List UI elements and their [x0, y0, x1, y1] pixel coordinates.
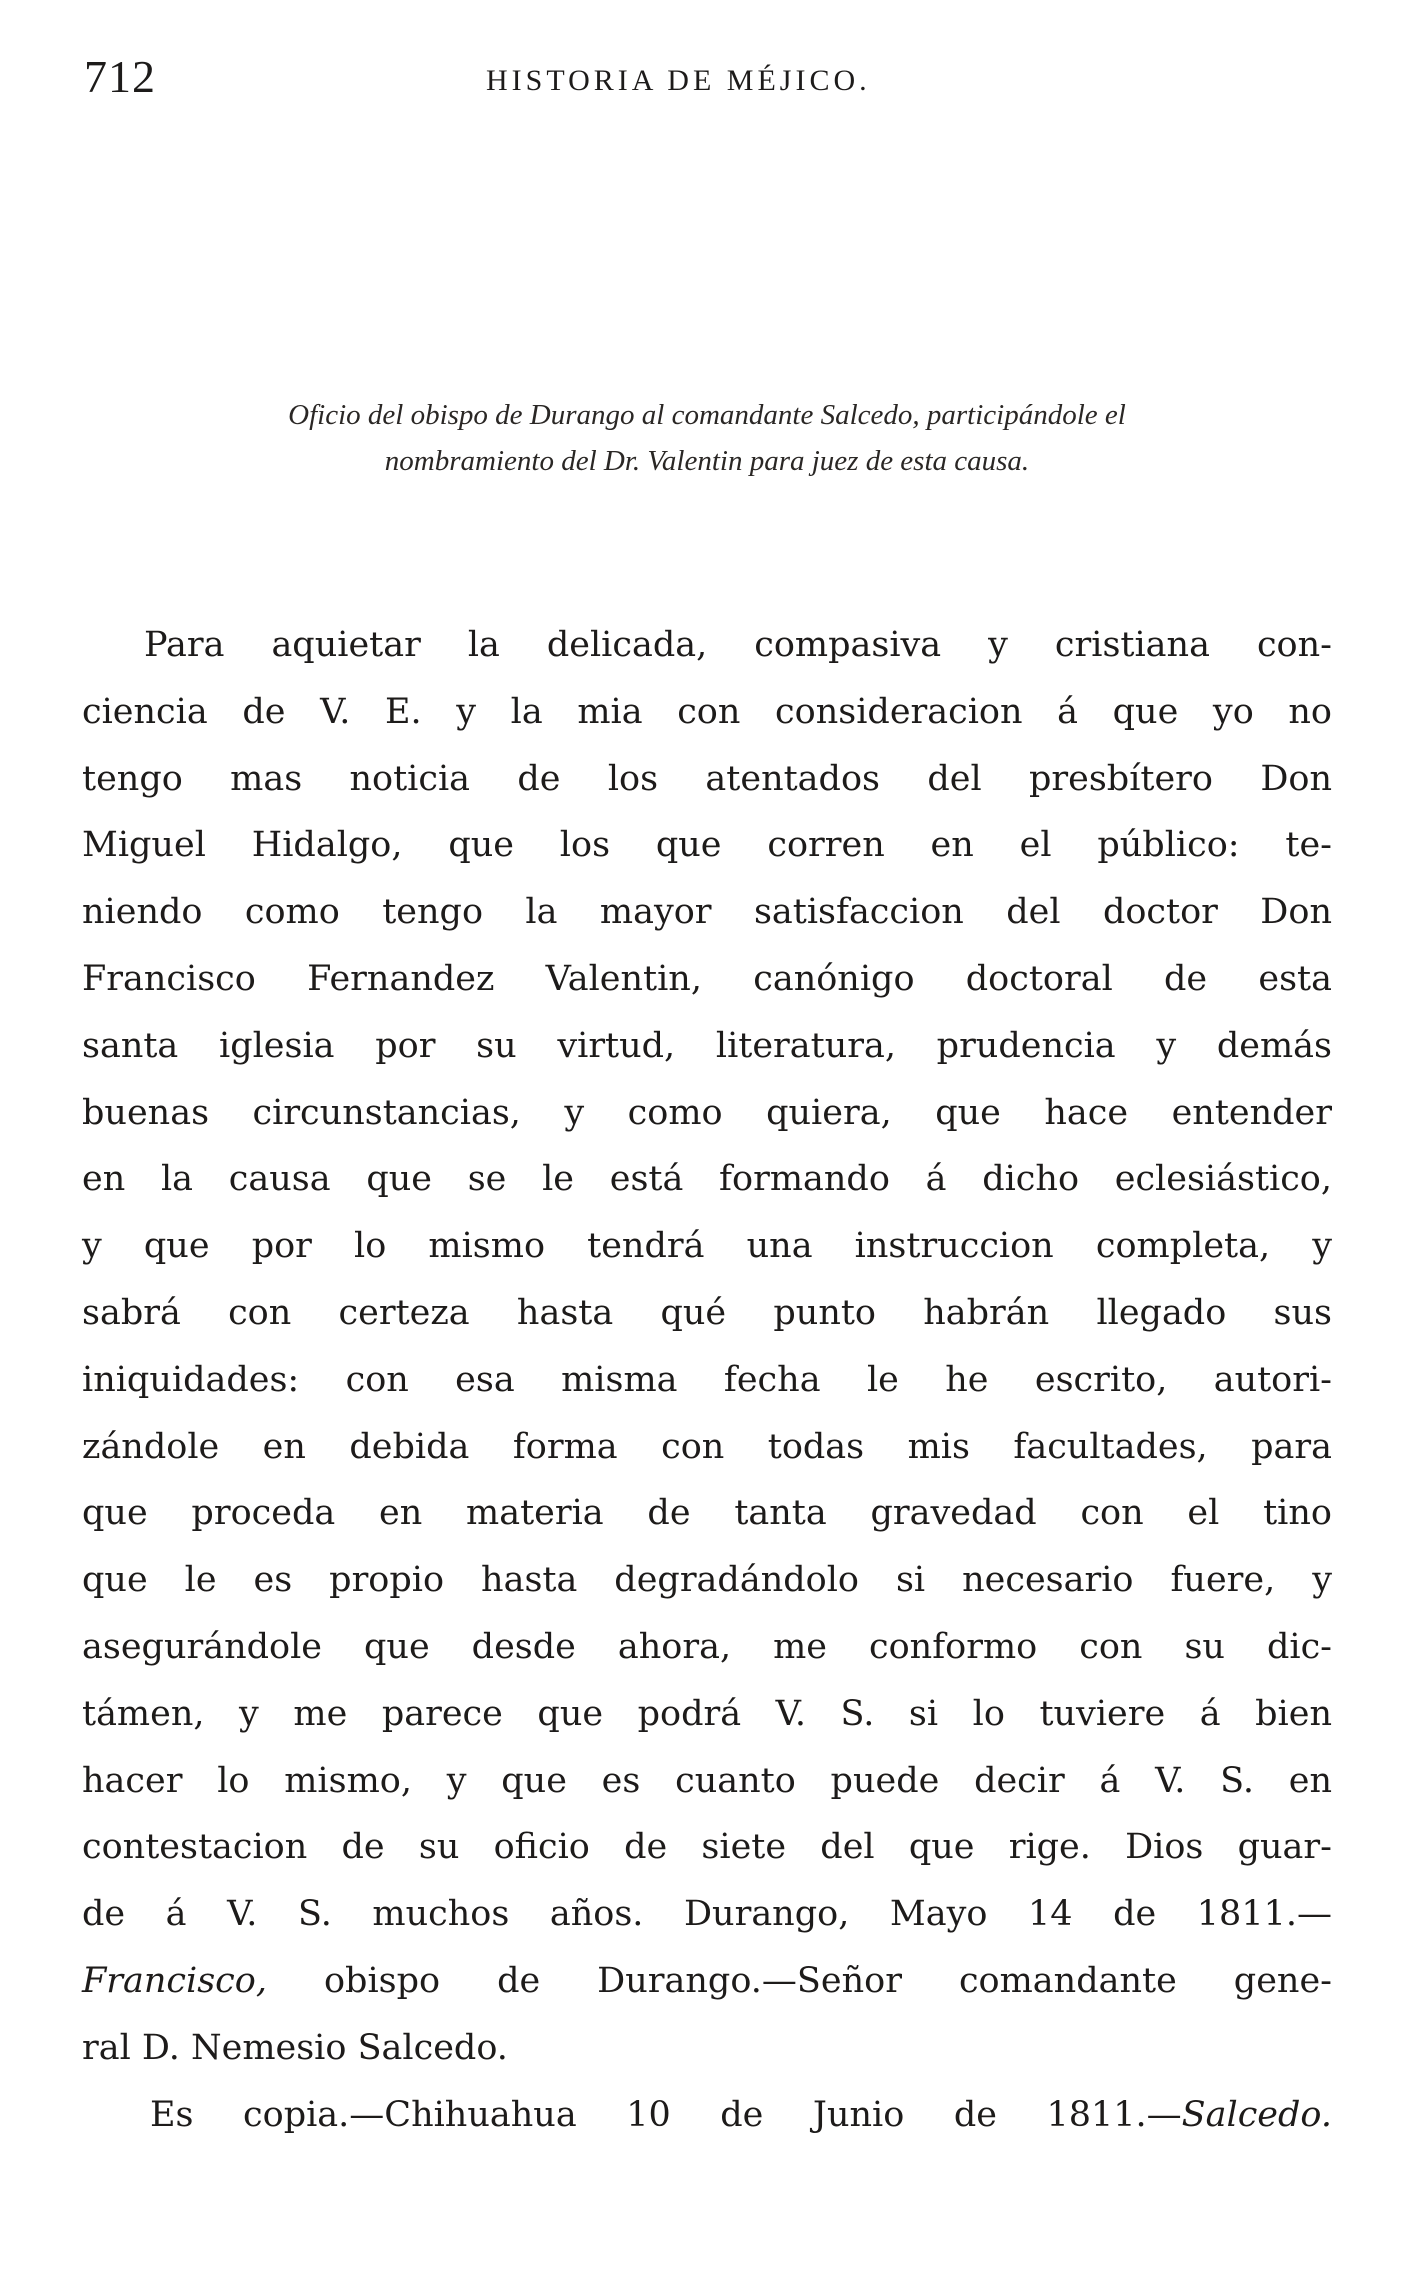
body-line: hacer lo mismo, y que es cuanto puede decir á V. S. en: [82, 1760, 1332, 1801]
page-number: 712: [84, 51, 156, 102]
recipient-line: ral D. Nemesio Salcedo.: [82, 2027, 508, 2068]
body-line: contestacion de su oficio de siete del que rige. Dios guar-: [82, 1827, 1332, 1868]
body-line: sabrá con certeza hasta qué punto habrán llegado sus: [82, 1292, 1332, 1333]
body-line: Miguel Hidalgo, que los que corren en el público: te-: [82, 825, 1332, 866]
closing-text: Es copia.—Chihuahua 10 de Junio de 1811.—: [150, 2094, 1182, 2135]
body-line: iniquidades: con esa misma fecha le he escrito, autori-: [82, 1359, 1332, 1400]
body-line: támen, y me parece que podrá V. S. si lo tuviere á bien: [82, 1693, 1332, 1734]
body-line: tengo mas noticia de los atentados del presbítero Don: [82, 758, 1332, 799]
signer-name: Francisco,: [82, 1960, 267, 2001]
body-line: de á V. S. muchos años. Durango, Mayo 14 de 1811.—: [82, 1894, 1332, 1935]
running-head: [84, 50, 1324, 110]
body-line: niendo como tengo la mayor satisfaccion del doctor Don: [82, 892, 1332, 933]
body-line: zándole en debida forma con todas mis facultades, para: [82, 1426, 1332, 1467]
body-line: Francisco Fernandez Valentin, canónigo doctoral de esta: [82, 958, 1332, 999]
closing-line: [82, 2082, 1332, 2149]
signature-rest: obispo de Durango.—Señor comandante gene-: [266, 1960, 1332, 2001]
closing-signer: Salcedo.: [1181, 2094, 1332, 2135]
body-line: que le es propio hasta degradándolo si necesario fuere, y: [82, 1560, 1332, 1601]
caption-line-2: nombramiento del Dr. Valentin para juez de esta causa.: [384, 445, 1030, 477]
body-line: Para aquietar la delicada, compasiva y cristiana con-: [144, 625, 1332, 665]
body-line: en la causa que se le está formando á dicho eclesiástico,: [82, 1159, 1332, 1200]
body-line: santa iglesia por su virtud, literatura, prudencia y demás: [82, 1025, 1332, 1066]
caption-line-1: Oficio del obispo de Durango al comandante Salcedo, participándole el: [288, 399, 1126, 431]
body-line: ciencia de V. E. y la mia con consideracion á que yo no: [82, 691, 1332, 732]
body-line: asegurándole que desde ahora, me conformo con su dic-: [82, 1626, 1332, 1667]
body-line: que proceda en materia de tanta gravedad con el tino: [82, 1493, 1332, 1534]
letter-body: [82, 612, 1332, 2148]
signature-line: [82, 1948, 1332, 2015]
body-line: y que por lo mismo tendrá una instruccion completa, y: [82, 1226, 1332, 1267]
body-line: buenas circunstancias, y como quiera, que hace entender: [82, 1092, 1332, 1133]
document-caption: [150, 392, 1264, 484]
running-title: HISTORIA DE MÉJICO.: [486, 64, 871, 97]
